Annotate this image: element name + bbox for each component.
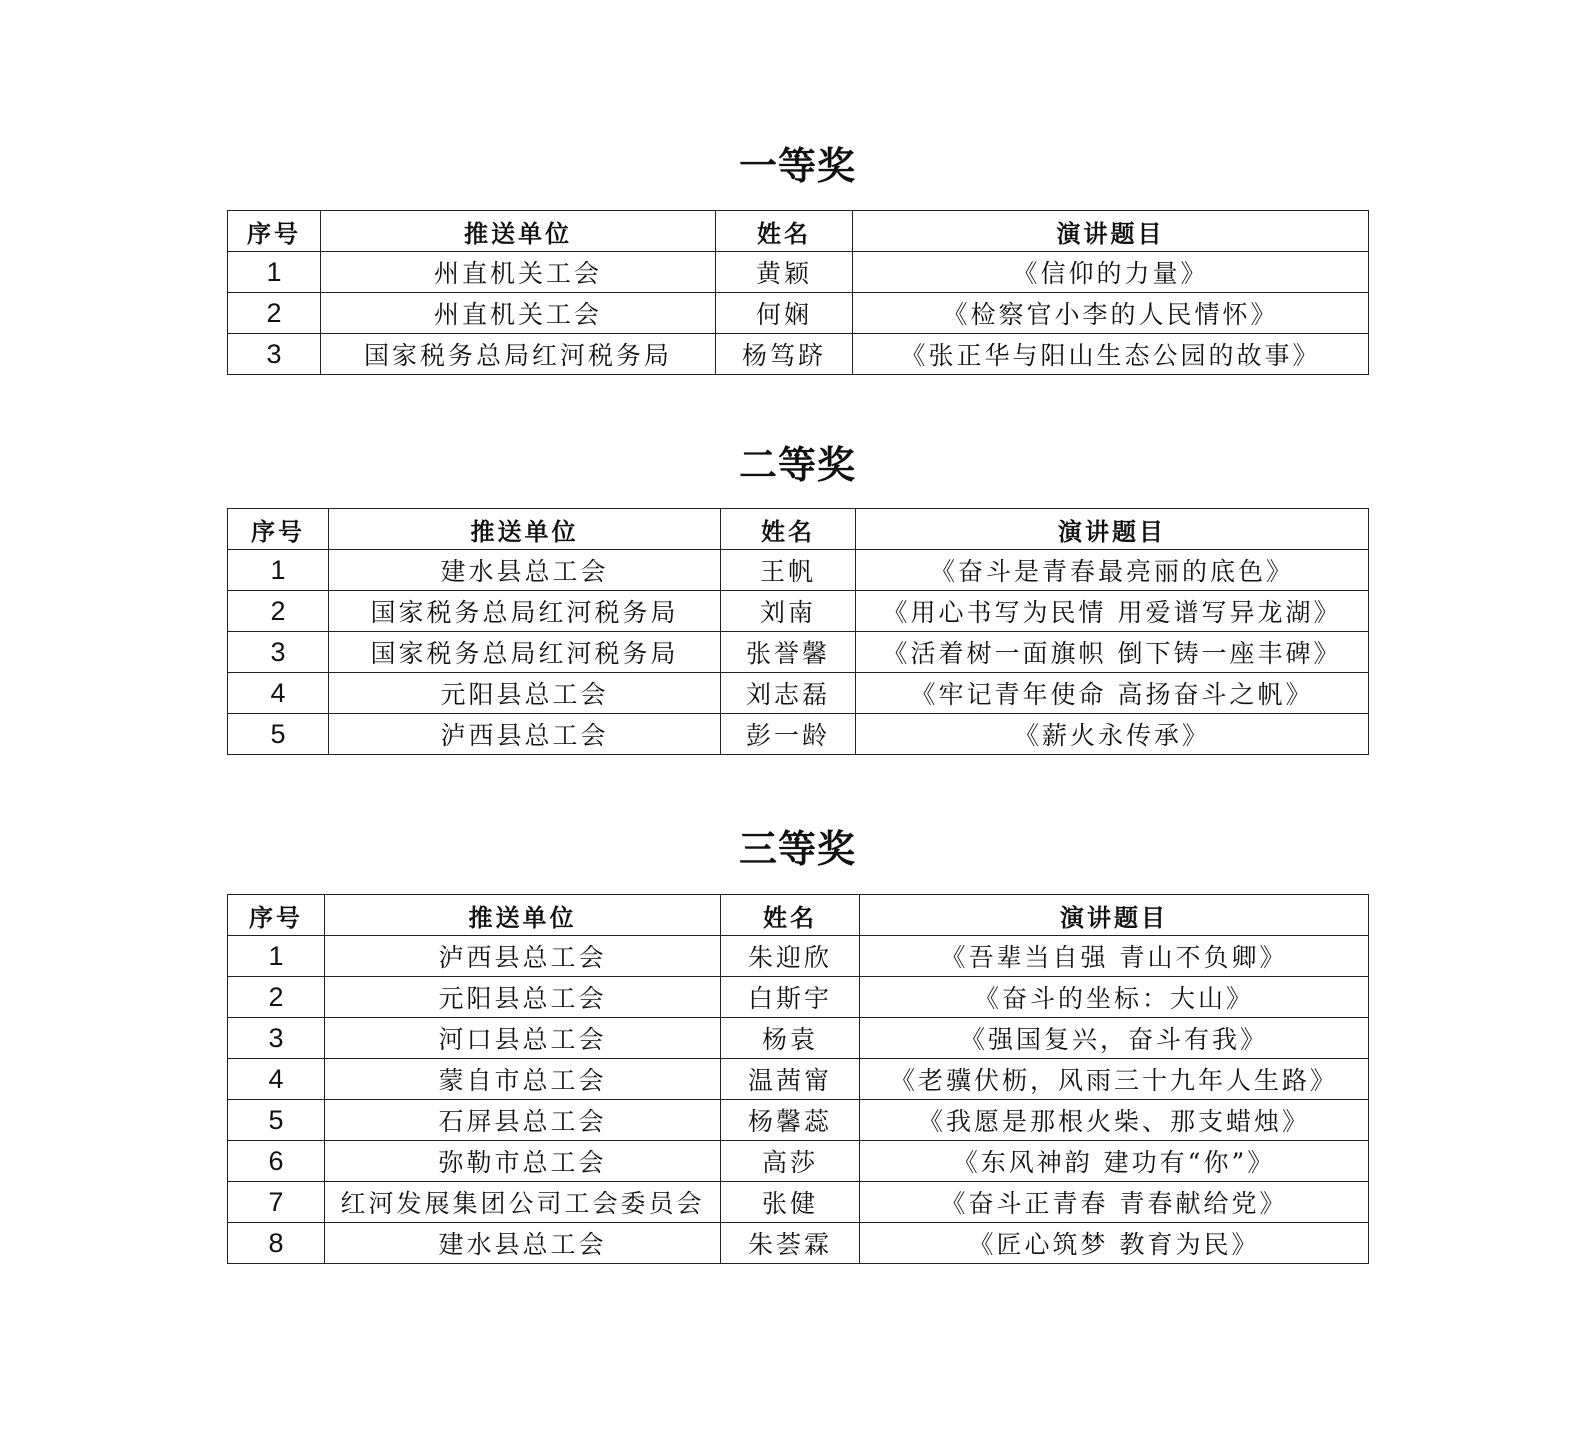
table-row [228, 714, 1369, 755]
cell-unit: 泸西县总工会 [325, 936, 721, 977]
cell-unit: 河口县总工会 [325, 1018, 721, 1059]
table-row [228, 632, 1369, 673]
cell-index: 5 [228, 1100, 325, 1141]
cell-topic: 《东风神韵 建功有“你”》 [860, 1141, 1369, 1182]
table-row [228, 293, 1369, 334]
cell-name: 王帆 [721, 550, 856, 591]
cell-name: 温茜甯 [721, 1059, 860, 1100]
cell-topic: 《我愿是那根火柴、那支蜡烛》 [860, 1100, 1369, 1141]
table-row [228, 591, 1369, 632]
cell-topic: 《奋斗是青春最亮丽的底色》 [856, 550, 1369, 591]
table-row [228, 1059, 1369, 1100]
cell-topic: 《老骥伏枥，风雨三十九年人生路》 [860, 1059, 1369, 1100]
cell-index: 1 [228, 550, 329, 591]
cell-name: 杨笃跻 [716, 334, 853, 375]
cell-topic: 《信仰的力量》 [853, 252, 1369, 293]
award-section-second [227, 442, 1368, 755]
cell-topic: 《用心书写为民情 用爱谱写异龙湖》 [856, 591, 1369, 632]
cell-name: 朱荟霖 [721, 1223, 860, 1264]
header-index: 序号 [228, 509, 329, 550]
table-row [228, 936, 1369, 977]
cell-index: 3 [228, 1018, 325, 1059]
table-row [228, 1141, 1369, 1182]
cell-index: 4 [228, 1059, 325, 1100]
cell-name: 杨馨蕊 [721, 1100, 860, 1141]
cell-unit: 元阳县总工会 [325, 977, 721, 1018]
table-row [228, 673, 1369, 714]
table-row [228, 1018, 1369, 1059]
header-unit: 推送单位 [329, 509, 721, 550]
cell-unit: 国家税务总局红河税务局 [329, 591, 721, 632]
table-row [228, 1223, 1369, 1264]
cell-name: 高莎 [721, 1141, 860, 1182]
cell-unit: 泸西县总工会 [329, 714, 721, 755]
header-name: 姓名 [721, 509, 856, 550]
table-header-row [228, 895, 1369, 936]
cell-name: 朱迎欣 [721, 936, 860, 977]
cell-unit: 建水县总工会 [329, 550, 721, 591]
cell-name: 张誉馨 [721, 632, 856, 673]
cell-name: 黄颖 [716, 252, 853, 293]
cell-index: 2 [228, 591, 329, 632]
cell-index: 6 [228, 1141, 325, 1182]
cell-topic: 《强国复兴，奋斗有我》 [860, 1018, 1369, 1059]
cell-index: 8 [228, 1223, 325, 1264]
cell-index: 7 [228, 1182, 325, 1223]
header-topic: 演讲题目 [860, 895, 1369, 936]
cell-name: 刘南 [721, 591, 856, 632]
cell-index: 4 [228, 673, 329, 714]
cell-index: 3 [228, 334, 321, 375]
cell-index: 1 [228, 252, 321, 293]
table-row [228, 252, 1369, 293]
cell-name: 何娴 [716, 293, 853, 334]
header-name: 姓名 [716, 211, 853, 252]
table-header-row [228, 211, 1369, 252]
cell-topic: 《牢记青年使命 高扬奋斗之帆》 [856, 673, 1369, 714]
cell-name: 刘志磊 [721, 673, 856, 714]
cell-topic: 《薪火永传承》 [856, 714, 1369, 755]
cell-topic: 《奋斗的坐标：大山》 [860, 977, 1369, 1018]
cell-index: 5 [228, 714, 329, 755]
table-row [228, 334, 1369, 375]
cell-unit: 石屏县总工会 [325, 1100, 721, 1141]
cell-unit: 建水县总工会 [325, 1223, 721, 1264]
cell-name: 杨袁 [721, 1018, 860, 1059]
award-table [227, 894, 1369, 1264]
section-title: 二等奖 [738, 442, 856, 487]
cell-unit: 国家税务总局红河税务局 [321, 334, 716, 375]
cell-name: 彭一龄 [721, 714, 856, 755]
section-title: 三等奖 [738, 826, 856, 871]
table-row [228, 1182, 1369, 1223]
cell-unit: 弥勒市总工会 [325, 1141, 721, 1182]
section-title: 一等奖 [738, 143, 856, 188]
cell-unit: 红河发展集团公司工会委员会 [325, 1182, 721, 1223]
header-unit: 推送单位 [325, 895, 721, 936]
award-section-third [227, 826, 1368, 1264]
cell-topic: 《奋斗正青春 青春献给党》 [860, 1182, 1369, 1223]
award-section-first [227, 143, 1368, 375]
cell-topic: 《检察官小李的人民情怀》 [853, 293, 1369, 334]
cell-unit: 元阳县总工会 [329, 673, 721, 714]
cell-unit: 州直机关工会 [321, 293, 716, 334]
cell-topic: 《吾辈当自强 青山不负卿》 [860, 936, 1369, 977]
cell-index: 2 [228, 977, 325, 1018]
award-table [227, 508, 1369, 755]
table-row [228, 977, 1369, 1018]
header-name: 姓名 [721, 895, 860, 936]
award-table [227, 210, 1369, 375]
cell-name: 张健 [721, 1182, 860, 1223]
header-index: 序号 [228, 211, 321, 252]
header-index: 序号 [228, 895, 325, 936]
header-topic: 演讲题目 [856, 509, 1369, 550]
cell-unit: 州直机关工会 [321, 252, 716, 293]
cell-topic: 《活着树一面旗帜 倒下铸一座丰碑》 [856, 632, 1369, 673]
header-unit: 推送单位 [321, 211, 716, 252]
cell-topic: 《匠心筑梦 教育为民》 [860, 1223, 1369, 1264]
cell-index: 2 [228, 293, 321, 334]
cell-index: 3 [228, 632, 329, 673]
cell-index: 1 [228, 936, 325, 977]
header-topic: 演讲题目 [853, 211, 1369, 252]
cell-name: 白斯宇 [721, 977, 860, 1018]
table-header-row [228, 509, 1369, 550]
table-row [228, 550, 1369, 591]
cell-unit: 蒙自市总工会 [325, 1059, 721, 1100]
cell-topic: 《张正华与阳山生态公园的故事》 [853, 334, 1369, 375]
cell-unit: 国家税务总局红河税务局 [329, 632, 721, 673]
table-row [228, 1100, 1369, 1141]
